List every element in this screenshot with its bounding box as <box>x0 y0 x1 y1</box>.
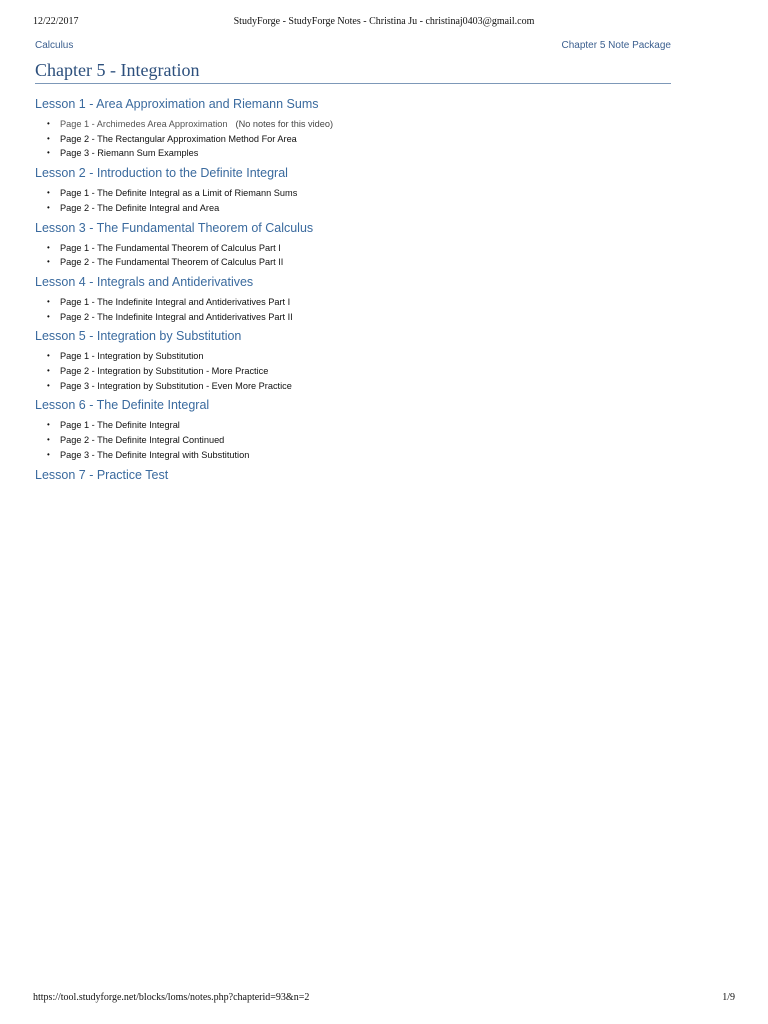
page-link[interactable]: Page 2 - Integration by Substitution - More Practice <box>60 366 269 377</box>
note-package-link[interactable]: Chapter 5 Note Package <box>561 40 671 51</box>
lesson-title-link[interactable]: Lesson 5 - Integration by Substitution <box>35 329 242 344</box>
lesson-title-link[interactable]: Lesson 7 - Practice Test <box>35 467 169 482</box>
page-link[interactable]: Page 1 - The Fundamental Theorem of Calculus Part I <box>60 242 281 253</box>
bullet-icon: • <box>47 119 50 128</box>
bullet-icon: • <box>47 351 50 361</box>
page-link[interactable]: Page 2 - The Definite Integral and Area <box>60 202 220 213</box>
print-header <box>0 16 768 32</box>
lesson-page-list <box>35 418 671 462</box>
bullet-icon: • <box>47 133 50 143</box>
lesson-section <box>35 96 671 161</box>
lesson-page-item <box>35 295 671 310</box>
lesson-section <box>35 397 671 462</box>
lesson-list <box>35 96 671 488</box>
bullet-icon: • <box>47 311 50 321</box>
page-link[interactable]: Page 2 - The Definite Integral Continued <box>60 435 225 446</box>
chapter-title: Chapter 5 - Integration <box>35 60 671 84</box>
print-footer <box>0 992 768 1006</box>
bullet-icon: • <box>47 296 50 306</box>
page-link[interactable]: Page 1 - The Definite Integral <box>60 420 180 431</box>
bullet-icon: • <box>47 202 50 212</box>
lesson-section <box>35 165 671 215</box>
lesson-title-link[interactable]: Lesson 1 - Area Approximation and Riemann Sums <box>35 97 319 111</box>
page-link[interactable]: Page 1 - The Indefinite Integral and Antiderivatives Part I <box>60 296 291 307</box>
lesson-page-list <box>35 117 671 161</box>
lesson-section <box>35 274 671 324</box>
page-link[interactable]: Page 1 - Integration by Substitution <box>60 351 204 362</box>
lesson-page-item <box>35 241 671 256</box>
bullet-icon: • <box>47 366 50 376</box>
lesson-page-item <box>35 186 671 201</box>
page-link[interactable]: Page 2 - The Fundamental Theorem of Calculus Part II <box>60 257 284 268</box>
print-page-number: 1/9 <box>722 992 735 1003</box>
bullet-icon: • <box>47 188 50 198</box>
lesson-page-item <box>35 255 671 270</box>
lesson-section <box>35 467 671 483</box>
page-link[interactable]: Page 2 - The Rectangular Approximation Method For Area <box>60 133 297 144</box>
lesson-page-item <box>35 364 671 379</box>
lesson-page-item <box>35 379 671 394</box>
lesson-page-list <box>35 241 671 270</box>
print-title: StudyForge - StudyForge Notes - Christina Ju - christinaj0403@gmail.com <box>233 16 535 27</box>
lesson-page-item <box>35 448 671 463</box>
page-link[interactable]: Page 3 - The Definite Integral with Substitution <box>60 449 250 460</box>
breadcrumb-course-link[interactable]: Calculus <box>35 40 74 51</box>
bullet-icon: • <box>47 257 50 267</box>
print-url: https://tool.studyforge.net/blocks/loms/notes.php?chapterid=93&n=2 <box>33 992 310 1003</box>
lesson-title-link[interactable]: Lesson 2 - Introduction to the Definite Integral <box>35 166 288 181</box>
lesson-page-list <box>35 349 671 393</box>
lesson-page-item <box>35 146 671 161</box>
lesson-page-item <box>35 132 671 147</box>
bullet-icon: • <box>47 449 50 459</box>
lesson-page-item <box>35 349 671 364</box>
lesson-title-link[interactable]: Lesson 6 - The Definite Integral <box>35 398 210 413</box>
page-link[interactable]: Page 1 - Archimedes Area Approximation <box>60 119 228 129</box>
bullet-icon: • <box>47 242 50 252</box>
lesson-page-list <box>35 186 671 215</box>
lesson-page-item <box>35 418 671 433</box>
lesson-section <box>35 328 671 393</box>
lesson-page-item <box>35 117 671 132</box>
lesson-section <box>35 220 671 270</box>
page-link[interactable]: Page 3 - Integration by Substitution - Even More Practice <box>60 380 292 391</box>
lesson-page-item <box>35 433 671 448</box>
lesson-page-item <box>35 201 671 216</box>
lesson-page-item <box>35 310 671 325</box>
bullet-icon: • <box>47 420 50 430</box>
lesson-page-list <box>35 295 671 324</box>
bullet-icon: • <box>47 435 50 445</box>
bullet-icon: • <box>47 148 50 158</box>
lesson-title-link[interactable]: Lesson 3 - The Fundamental Theorem of Calculus <box>35 220 314 235</box>
page-link[interactable]: Page 3 - Riemann Sum Examples <box>60 148 199 159</box>
page-link[interactable]: Page 2 - The Indefinite Integral and Antiderivatives Part II <box>60 311 293 322</box>
lesson-title-link[interactable]: Lesson 4 - Integrals and Antiderivatives <box>35 274 254 289</box>
breadcrumb <box>35 40 671 54</box>
page-link[interactable]: Page 1 - The Definite Integral as a Limit of Riemann Sums <box>60 188 298 199</box>
page-note: (No notes for this video) <box>235 119 334 129</box>
bullet-icon: • <box>47 380 50 390</box>
print-date: 12/22/2017 <box>33 16 79 27</box>
